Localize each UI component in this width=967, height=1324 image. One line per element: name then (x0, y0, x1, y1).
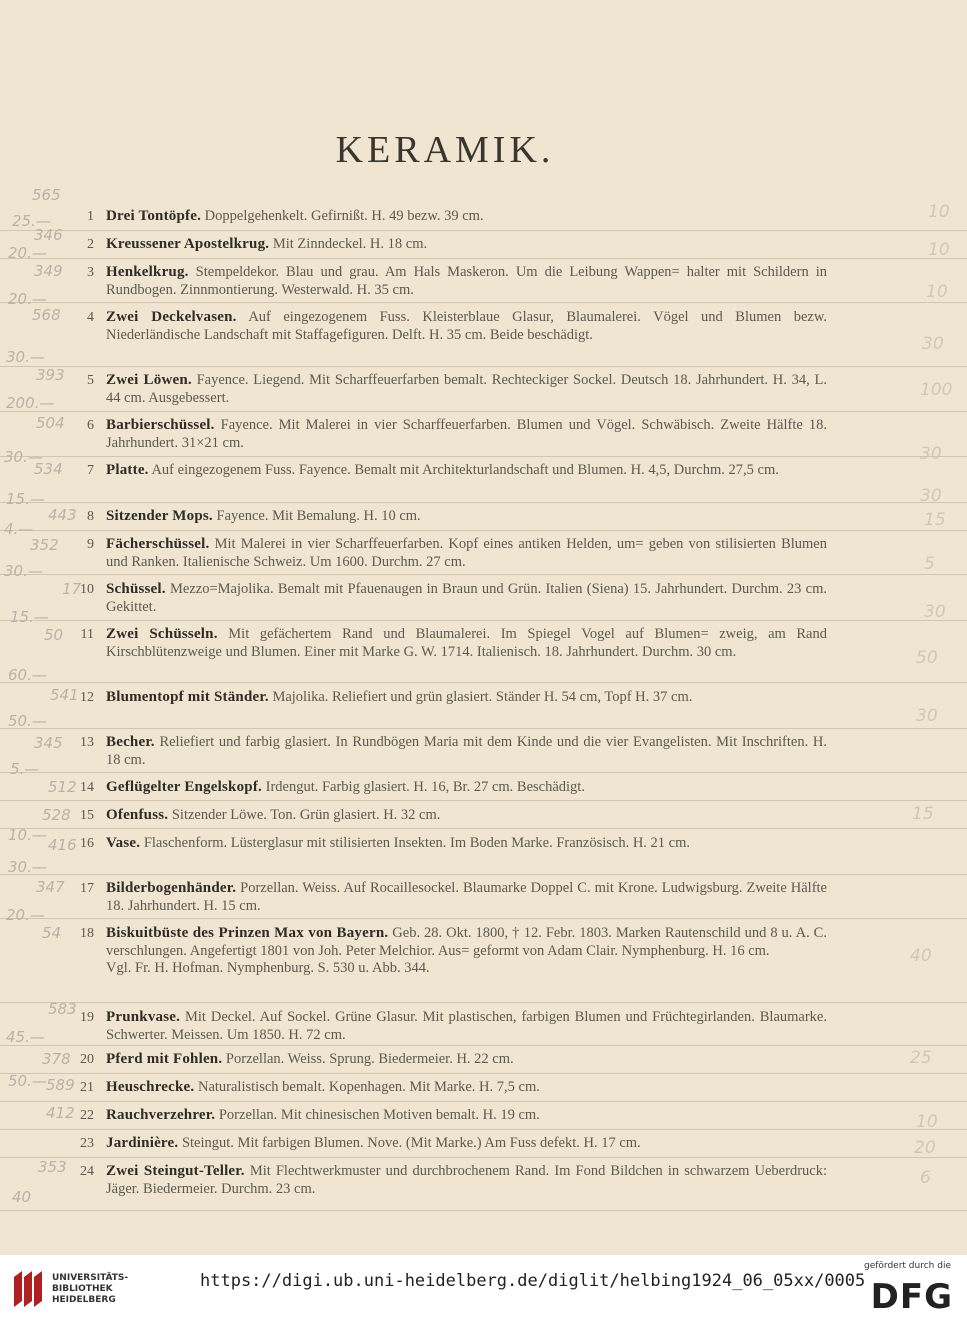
price-annotation: 30 (920, 444, 942, 464)
row-divider (0, 456, 967, 457)
price-annotation: 30 (924, 602, 946, 622)
pencil-annotation: 30.— (4, 448, 43, 466)
item-text: Mezzo=Majolika. Bemalt mit Pfauenaugen in Braun und Grün. Italien (Siena) 15. Jahrhundert. Durchm. 23 cm. Gekittet. (106, 581, 827, 615)
item-number: 2 (87, 237, 94, 252)
university-logo-icon (12, 1269, 44, 1309)
item-name: Jardinière. (106, 1135, 179, 1151)
item-number: 12 (80, 690, 94, 705)
item-text: Porzellan. Mit chinesischen Motiven bemalt. H. 19 cm. (215, 1107, 540, 1123)
pencil-annotation: 416 (48, 836, 77, 854)
item-name: Pferd mit Fohlen. (106, 1051, 223, 1067)
row-divider (0, 574, 967, 575)
item-name: Sitzender Mops. (106, 508, 213, 524)
university-name (52, 1273, 128, 1306)
item-description (106, 880, 827, 915)
price-annotation: 40 (910, 946, 932, 966)
item-description (106, 417, 827, 452)
item-number: 11 (80, 627, 94, 642)
item-number: 16 (80, 836, 94, 851)
item-number: 13 (80, 735, 94, 750)
row-divider (0, 366, 967, 367)
item-name: Fächerschüssel. (106, 536, 210, 552)
pencil-annotation: 200.— (6, 394, 55, 412)
pencil-annotation: 25.— (12, 212, 51, 230)
pencil-annotation: 45.— (6, 1028, 45, 1046)
row-divider (0, 230, 967, 231)
item-number: 20 (80, 1052, 94, 1067)
pencil-annotation: 30.— (8, 858, 47, 876)
item-name: Bilderbogenhänder. (106, 880, 237, 896)
pencil-annotation: 10.— (8, 826, 47, 844)
item-text: Mit gefächertem Rand und Blaumalerei. Im Spiegel Vogel auf Blumen= zweig, am Rand Kirschblütenzweige und Blumen. Einer mit Marke G. W. 1714. Italienisch. 18. Jahrhundert. Durchm. 30 cm. (106, 626, 827, 660)
item-number: 15 (80, 808, 94, 823)
row-divider (0, 1002, 967, 1003)
price-annotation: 30 (916, 706, 938, 726)
pencil-annotation: 568 (32, 306, 61, 324)
item-text: Fayence. Mit Malerei in vier Scharffeuerfarben. Blumen und Vögel. Schwäbisch. Zweite Hälfte 18. Jahrhundert. 31×21 cm. (106, 417, 827, 451)
item-name: Schüssel. (106, 581, 166, 597)
pencil-annotation: 412 (46, 1104, 75, 1122)
item-number: 8 (87, 509, 94, 524)
university-line: UNIVERSITÄTS- BIBLIOTHEK HEIDELBERG (52, 1273, 129, 1305)
pencil-annotation: 50.— (8, 1072, 47, 1090)
item-description (106, 835, 827, 853)
item-text: Geb. 28. Okt. 1800, † 12. Febr. 1803. Marken Rautenschild und 8 u. A. C. verschlungen. Angefertigt 1801 von Joh. Peter Melchior. Aus= geformt von Adam Clair. Nymphenburg. H. 16 cm. (106, 925, 827, 959)
row-divider (0, 1129, 967, 1130)
row-divider (0, 682, 967, 683)
item-name: Vase. (106, 835, 141, 851)
item-number: 21 (80, 1080, 94, 1095)
pencil-annotation: 5.— (10, 760, 40, 778)
item-text: Doppelgehenkelt. Gefirnißt. H. 49 bezw. 39 cm. (201, 208, 484, 224)
dfg-logo: DFG (870, 1277, 953, 1317)
item-number: 5 (87, 373, 94, 388)
item-description (106, 1163, 827, 1198)
price-annotation: 10 (916, 1112, 938, 1132)
price-annotation: 25 (910, 1048, 932, 1068)
item-name: Rauchverzehrer. (106, 1107, 216, 1123)
pencil-annotation: 60.— (8, 666, 47, 684)
pencil-annotation: 30.— (4, 562, 43, 580)
pencil-annotation: 30.— (6, 348, 45, 366)
item-description (106, 1107, 827, 1125)
item-description (106, 925, 827, 978)
item-name: Prunkvase. (106, 1009, 181, 1025)
item-name: Biskuitbüste des Prinzen Max von Bayern. (106, 925, 389, 941)
pencil-annotation: 40 (12, 1188, 32, 1206)
item-description (106, 208, 827, 226)
item-number: 23 (80, 1136, 94, 1151)
pencil-annotation: 504 (36, 414, 65, 432)
item-text: Fayence. Liegend. Mit Scharffeuerfarben bemalt. Rechteckiger Sockel. Deutsch 18. Jahrhundert. H. 34, L. 44 cm. Ausgebessert. (106, 372, 827, 406)
row-divider (0, 530, 967, 531)
item-number: 4 (87, 310, 94, 325)
pencil-annotation: 528 (42, 806, 71, 824)
price-annotation: 6 (920, 1168, 931, 1188)
item-description (106, 807, 827, 825)
pencil-annotation: 54 (42, 924, 62, 942)
pencil-annotation: 583 (48, 1000, 77, 1018)
pencil-annotation: 443 (48, 506, 77, 524)
row-divider (0, 828, 967, 829)
item-text: Mit Deckel. Auf Sockel. Grüne Glasur. Mit plastischen, farbigen Blumen und Früchtegirlanden. Blaumarke. Schwerter. Meissen. Um 1850. H. 72 cm. (106, 1009, 827, 1043)
row-divider (0, 1045, 967, 1046)
row-divider (0, 918, 967, 919)
pencil-annotation: 20.— (8, 290, 47, 308)
item-name: Blumentopf mit Ständer. (106, 689, 269, 705)
item-text: Mit Zinndeckel. H. 18 cm. (269, 236, 428, 252)
pencil-annotation: 17 (62, 580, 82, 598)
pencil-annotation: 534 (34, 460, 63, 478)
item-description (106, 1051, 827, 1069)
pencil-annotation: 349 (34, 262, 63, 280)
pencil-annotation: 393 (36, 366, 65, 384)
pencil-annotation: 50.— (8, 712, 47, 730)
item-reference: Vgl. Fr. H. Hofman. Nymphenburg. S. 530 u. Abb. 344. (106, 960, 430, 976)
item-description (106, 1079, 827, 1097)
pencil-annotation: 353 (38, 1158, 67, 1176)
row-divider (0, 1073, 967, 1074)
row-divider (0, 502, 967, 503)
price-annotation: 10 (926, 282, 948, 302)
row-divider (0, 800, 967, 801)
item-number: 9 (87, 537, 94, 552)
item-number: 6 (87, 418, 94, 433)
price-annotation: 15 (912, 804, 934, 824)
item-name: Drei Tontöpfe. (106, 208, 202, 224)
row-divider (0, 302, 967, 303)
item-number: 18 (80, 926, 94, 941)
item-text: Porzellan. Weiss. Sprung. Biedermeier. H. 22 cm. (222, 1051, 514, 1067)
item-description (106, 462, 827, 480)
item-name: Heuschrecke. (106, 1079, 195, 1095)
price-annotation: 15 (924, 510, 946, 530)
item-text: Stempeldekor. Blau und grau. Am Hals Maskeron. Um die Leibung Wappen= halter mit Schildern in Rundbogen. Zinnmontierung. Westerwald. H. 35 cm. (106, 264, 827, 298)
price-annotation: 30 (920, 486, 942, 506)
row-divider (0, 258, 967, 259)
pencil-annotation: 346 (34, 226, 63, 244)
item-number: 19 (80, 1010, 94, 1025)
pencil-annotation: 15.— (6, 490, 45, 508)
item-description (106, 779, 827, 797)
pencil-annotation: 378 (42, 1050, 71, 1068)
item-number: 24 (80, 1164, 94, 1179)
item-name: Zwei Deckelvasen. (106, 309, 237, 325)
pencil-annotation: 4.— (4, 520, 34, 538)
item-text: Porzellan. Weiss. Auf Rocaillesockel. Blaumarke Doppel C. mit Krone. Ludwigsburg. Zweite Hälfte 18. Jahrhundert. H. 15 cm. (106, 880, 827, 914)
pencil-annotation: 512 (48, 778, 77, 796)
funded-by-label: gefördert durch die (864, 1261, 951, 1271)
price-annotation: 10 (928, 240, 950, 260)
price-annotation: 50 (916, 648, 938, 668)
item-text: Irdengut. Farbig glasiert. H. 16, Br. 27 cm. Beschädigt. (261, 779, 585, 795)
row-divider (0, 620, 967, 621)
item-text: Reliefiert und farbig glasiert. In Rundbögen Maria mit dem Kinde und die vier Evangelisten. Mit Inschriften. H. 18 cm. (106, 734, 827, 768)
item-description (106, 236, 827, 254)
row-divider (0, 1210, 967, 1211)
row-divider (0, 411, 967, 412)
item-name: Becher. (106, 734, 155, 750)
pencil-annotation: 541 (50, 686, 79, 704)
price-annotation: 10 (928, 202, 950, 222)
price-annotation: 20 (914, 1138, 936, 1158)
item-description (106, 1135, 827, 1153)
item-name: Henkelkrug. (106, 264, 189, 280)
item-description (106, 508, 827, 526)
item-text: Sitzender Löwe. Ton. Grün glasiert. H. 32 cm. (168, 807, 441, 823)
item-description (106, 734, 827, 769)
item-number: 1 (87, 209, 94, 224)
row-divider (0, 874, 967, 875)
item-name: Geflügelter Engelskopf. (106, 779, 262, 795)
footer-bar (0, 1255, 967, 1324)
item-text: Flaschenform. Lüsterglasur mit stilisierten Insekten. Im Boden Marke. Französisch. H. 21 cm. (140, 835, 691, 851)
pencil-annotation: 50 (44, 626, 64, 644)
price-annotation: 30 (922, 334, 944, 354)
item-name: Barbierschüssel. (106, 417, 215, 433)
item-description (106, 372, 827, 407)
item-description (106, 264, 827, 299)
item-name: Zwei Schüsseln. (106, 626, 218, 642)
pencil-annotation: 347 (36, 878, 65, 896)
price-annotation: 5 (924, 554, 935, 574)
item-text: Steingut. Mit farbigen Blumen. Nove. (Mit Marke.) Am Fuss defekt. H. 17 cm. (178, 1135, 641, 1151)
item-name: Zwei Steingut-Teller. (106, 1163, 245, 1179)
pencil-annotation: 20.— (8, 244, 47, 262)
item-number: 14 (80, 780, 94, 795)
item-description (106, 581, 827, 616)
item-description (106, 309, 827, 344)
item-number: 7 (87, 463, 94, 478)
pencil-annotation: 565 (32, 186, 61, 204)
item-name: Kreussener Apostelkrug. (106, 236, 270, 252)
item-description (106, 626, 827, 661)
row-divider (0, 728, 967, 729)
item-text: Majolika. Reliefiert und grün glasiert. Ständer H. 54 cm, Topf H. 37 cm. (268, 689, 693, 705)
item-text: Mit Flechtwerkmuster und durchbrochenem Rand. Im Fond Bildchen in schwarzem Ueberdruck: Jäger. Biedermeier. Durchm. 23 cm. (106, 1163, 827, 1197)
item-number: 22 (80, 1108, 94, 1123)
item-text: Mit Malerei in vier Scharffeuerfarben. Kopf eines antiken Helden, um= geben von stilisierten Blumen und Ranken. Italienische Schweiz. Um 1600. Durchm. 27 cm. (106, 536, 827, 570)
pencil-annotation: 20.— (6, 906, 45, 924)
pencil-annotation: 352 (30, 536, 59, 554)
row-divider (0, 1157, 967, 1158)
pencil-annotation: 345 (34, 734, 63, 752)
page-title: KERAMIK. (335, 129, 555, 171)
item-text: Naturalistisch bemalt. Kopenhagen. Mit Marke. H. 7,5 cm. (194, 1079, 540, 1095)
item-name: Zwei Löwen. (106, 372, 192, 388)
item-text: Auf eingezogenem Fuss. Fayence. Bemalt mit Architekturlandschaft und Blumen. H. 4,5, Durchm. 27,5 cm. (148, 462, 779, 478)
document-url-link[interactable]: https://digi.ub.uni-heidelberg.de/diglit/helbing1924_06_05xx/0005 (200, 1271, 866, 1291)
pencil-annotation: 15.— (10, 608, 49, 626)
row-divider (0, 1101, 967, 1102)
pencil-annotation: 589 (46, 1076, 75, 1094)
item-name: Ofenfuss. (106, 807, 169, 823)
price-annotation: 100 (920, 380, 953, 400)
item-text: Auf eingezogenem Fuss. Kleisterblaue Glasur, Blaumalerei. Vögel und Blumen bezw. Niederländische Landschaft mit Staffagefiguren. Delft. H. 35 cm. Beide beschädigt. (106, 309, 828, 343)
item-description (106, 689, 827, 707)
item-number: 10 (80, 582, 94, 597)
item-description (106, 536, 827, 571)
item-number: 17 (80, 881, 94, 896)
item-description (106, 1009, 827, 1044)
item-text: Fayence. Mit Bemalung. H. 10 cm. (212, 508, 421, 524)
row-divider (0, 772, 967, 773)
item-name: Platte. (106, 462, 149, 478)
item-number: 3 (87, 265, 94, 280)
